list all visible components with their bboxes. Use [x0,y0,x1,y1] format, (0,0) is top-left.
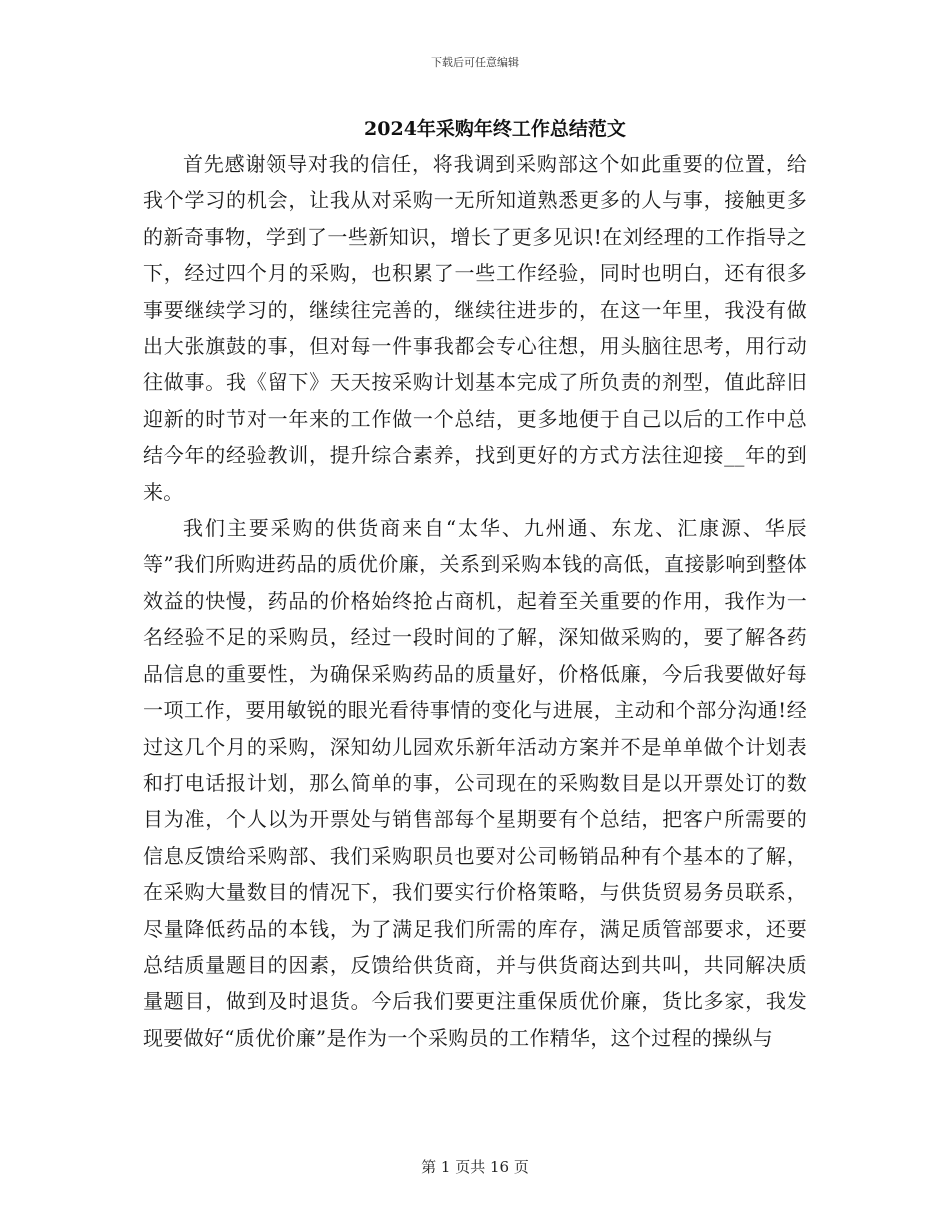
document-body [143,146,807,1056]
body-paragraph-2: 我们主要采购的供货商来自“太华、九州通、东龙、汇康源、华辰等”我们所购进药品的质优价廉，关系到采购本钱的高低，直接影响到整体效益的快慢，药品的价格始终抢占商机，起着至关重要的作用，我作为一名经验不足的采购员，经过一段时间的了解，深知做采购的，要了解各药品信息的重要性，为确保采购药品的质量好，价格低廉，今后我要做好每一项工作，要用敏锐的眼光看待事情的变化与进展，主动和个部分沟通!经过这几个月的采购，深知幼儿园欢乐新年活动方案并不是单单做个计划表和打电话报计划，那么简单的事，公司现在的采购数目是以开票处订的数目为准，个人以为开票处与销售部每个星期要有个总结，把客户所需要的信息反馈给采购部、我们采购职员也要对公司畅销品种有个基本的了解，在采购大量数目的情况下，我们要实行价格策略，与供货贸易务员联系，尽量降低药品的本钱，为了满足我们所需的库存，满足质管部要求，还要总结质量题目的因素，反馈给供货商，并与供货商达到共叫，共同解决质量题目，做到及时退货。今后我们要更注重保质优价廉，货比多家，我发现要做好“质优价廉”是作为一个采购员的工作精华，这个过程的操纵与 [143,516,807,1050]
page-header-note: 下载后可任意编辑 [431,56,519,69]
body-paragraph-1: 首先感谢领导对我的信任，将我调到采购部这个如此重要的位置，给我个学习的机会，让我从对采购一无所知道熟悉更多的人与事，接触更多的新奇事物，学到了一些新知识，增长了更多见识!在刘经理的工作指导之下，经过四个月的采购，也积累了一些工作经验，同时也明白，还有很多事要继续学习的，继续往完善的，继续往进步的，在这一年里，我没有做出大张旗鼓的事，但对每一件事我都会专心往想，用头脑往思考，用行动往做事。我《留下》天天按采购计划基本完成了所负责的剂型，值此辞旧迎新的时节对一年来的工作做一个总结，更多地便于自己以后的工作中总结今年的经验教训，提升综合素养，找到更好的方式方法往迎接__年的到来。 [143,152,807,504]
page-number-footer: 第 1 页共 16 页 [421,1158,529,1176]
document-title: 2024年采购年终工作总结范文 [364,118,626,140]
